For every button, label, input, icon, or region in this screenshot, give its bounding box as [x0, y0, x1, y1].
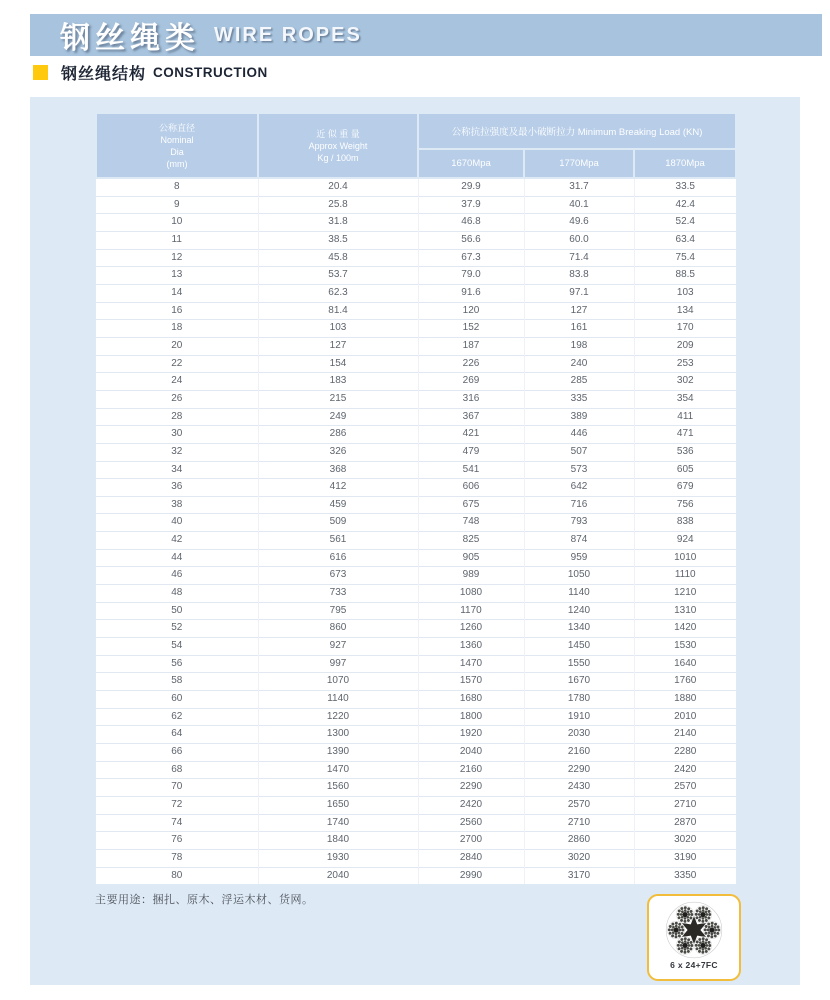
- table-cell: 536: [634, 443, 736, 461]
- table-cell: 8: [96, 178, 258, 196]
- table-cell: 152: [418, 320, 524, 338]
- table-cell: 3190: [634, 849, 736, 867]
- table-cell: 26: [96, 390, 258, 408]
- table-cell: 825: [418, 532, 524, 550]
- table-cell: 1570: [418, 673, 524, 691]
- table-cell: 127: [258, 337, 418, 355]
- table-row: [96, 849, 736, 867]
- table-row: [96, 337, 736, 355]
- table-cell: 2570: [634, 779, 736, 797]
- table-cell: 1110: [634, 567, 736, 585]
- table-cell: 367: [418, 408, 524, 426]
- table-cell: 2560: [418, 814, 524, 832]
- table-cell: 1910: [524, 708, 634, 726]
- table-cell: 2420: [634, 761, 736, 779]
- col-header-breaking-load-group: 公称抗拉强度及最小破断拉力 Minimum Breaking Load (KN): [418, 113, 736, 149]
- table-cell: 29.9: [418, 178, 524, 196]
- table-cell: 215: [258, 390, 418, 408]
- table-row: [96, 196, 736, 214]
- table-cell: 1650: [258, 796, 418, 814]
- table-cell: 838: [634, 514, 736, 532]
- table-cell: 860: [258, 620, 418, 638]
- rope-cross-section-box: [647, 894, 741, 981]
- table-cell: 989: [418, 567, 524, 585]
- table-cell: 2430: [524, 779, 634, 797]
- table-cell: 36: [96, 479, 258, 497]
- section-title-en: CONSTRUCTION: [153, 64, 268, 80]
- table-cell: 1780: [524, 691, 634, 709]
- table-cell: 70: [96, 779, 258, 797]
- table-cell: 103: [634, 284, 736, 302]
- table-row: [96, 514, 736, 532]
- table-row: [96, 655, 736, 673]
- table-cell: 2990: [418, 867, 524, 884]
- table-cell: 80: [96, 867, 258, 884]
- table-cell: 25.8: [258, 196, 418, 214]
- table-cell: 187: [418, 337, 524, 355]
- table-cell: 2840: [418, 849, 524, 867]
- table-cell: 22: [96, 355, 258, 373]
- table-cell: 253: [634, 355, 736, 373]
- table-cell: 2700: [418, 832, 524, 850]
- table-row: [96, 178, 736, 196]
- table-cell: 3170: [524, 867, 634, 884]
- table-row: [96, 761, 736, 779]
- table-cell: 31.7: [524, 178, 634, 196]
- table-cell: 161: [524, 320, 634, 338]
- table-cell: 67.3: [418, 249, 524, 267]
- table-cell: 62: [96, 708, 258, 726]
- table-cell: 56.6: [418, 231, 524, 249]
- col-header-grade-1770: 1770Mpa: [524, 149, 634, 178]
- table-cell: 1920: [418, 726, 524, 744]
- table-cell: 37.9: [418, 196, 524, 214]
- table-cell: 75.4: [634, 249, 736, 267]
- table-cell: 2030: [524, 726, 634, 744]
- header-line: 近 似 重 量: [316, 128, 360, 139]
- table-cell: 24: [96, 373, 258, 391]
- table-cell: 54: [96, 638, 258, 656]
- table-cell: 2860: [524, 832, 634, 850]
- table-cell: 756: [634, 496, 736, 514]
- table-cell: 927: [258, 638, 418, 656]
- table-cell: 302: [634, 373, 736, 391]
- table-cell: 2040: [258, 867, 418, 884]
- table-row: [96, 620, 736, 638]
- table-row: [96, 638, 736, 656]
- table-cell: 2570: [524, 796, 634, 814]
- table-cell: 1740: [258, 814, 418, 832]
- table-cell: 2280: [634, 744, 736, 762]
- rope-construction-label: 6 x 24+7FC: [670, 960, 718, 970]
- rope-cross-section-icon: [662, 898, 726, 962]
- table-cell: 716: [524, 496, 634, 514]
- table-cell: 97.1: [524, 284, 634, 302]
- table-cell: 76: [96, 832, 258, 850]
- table-cell: 78: [96, 849, 258, 867]
- table-cell: 46.8: [418, 214, 524, 232]
- table-cell: 30: [96, 426, 258, 444]
- table-row: [96, 390, 736, 408]
- table-cell: 1550: [524, 655, 634, 673]
- table-cell: 60: [96, 691, 258, 709]
- table-cell: 103: [258, 320, 418, 338]
- table-cell: 48: [96, 585, 258, 603]
- table-cell: 2710: [524, 814, 634, 832]
- table-cell: 45.8: [258, 249, 418, 267]
- col-header-grade-1670: 1670Mpa: [418, 149, 524, 178]
- table-cell: 1760: [634, 673, 736, 691]
- table-cell: 16: [96, 302, 258, 320]
- table-cell: 1880: [634, 691, 736, 709]
- table-cell: 561: [258, 532, 418, 550]
- table-cell: 20: [96, 337, 258, 355]
- table-cell: 40: [96, 514, 258, 532]
- table-cell: 83.8: [524, 267, 634, 285]
- table-cell: 60.0: [524, 231, 634, 249]
- table-cell: 74: [96, 814, 258, 832]
- table-row: [96, 708, 736, 726]
- table-cell: 91.6: [418, 284, 524, 302]
- yellow-bullet-icon: [33, 65, 48, 80]
- table-cell: 198: [524, 337, 634, 355]
- table-cell: 2290: [418, 779, 524, 797]
- table-cell: 79.0: [418, 267, 524, 285]
- table-cell: 793: [524, 514, 634, 532]
- table-cell: 2160: [418, 761, 524, 779]
- table-row: [96, 231, 736, 249]
- table-cell: 2420: [418, 796, 524, 814]
- table-cell: 2010: [634, 708, 736, 726]
- table-cell: 10: [96, 214, 258, 232]
- table-cell: 1140: [258, 691, 418, 709]
- table-row: [96, 567, 736, 585]
- table-cell: 1140: [524, 585, 634, 603]
- table-cell: 62.3: [258, 284, 418, 302]
- table-cell: 286: [258, 426, 418, 444]
- table-cell: 905: [418, 549, 524, 567]
- table-cell: 459: [258, 496, 418, 514]
- table-row: [96, 320, 736, 338]
- table-cell: 1310: [634, 602, 736, 620]
- table-cell: 874: [524, 532, 634, 550]
- table-cell: 733: [258, 585, 418, 603]
- table-cell: 40.1: [524, 196, 634, 214]
- table-cell: 507: [524, 443, 634, 461]
- table-cell: 49.6: [524, 214, 634, 232]
- table-cell: 959: [524, 549, 634, 567]
- table-cell: 541: [418, 461, 524, 479]
- table-cell: 72: [96, 796, 258, 814]
- table-cell: 642: [524, 479, 634, 497]
- table-cell: 46: [96, 567, 258, 585]
- table-cell: 28: [96, 408, 258, 426]
- table-row: [96, 532, 736, 550]
- table-cell: 154: [258, 355, 418, 373]
- table-cell: 316: [418, 390, 524, 408]
- section-title-zh: 钢丝绳结构: [61, 65, 147, 83]
- table-cell: 285: [524, 373, 634, 391]
- table-row: [96, 549, 736, 567]
- table-body: [96, 178, 736, 884]
- table-cell: 88.5: [634, 267, 736, 285]
- table-row: [96, 814, 736, 832]
- table-row: [96, 355, 736, 373]
- table-cell: 32: [96, 443, 258, 461]
- table-cell: 42: [96, 532, 258, 550]
- table-cell: 226: [418, 355, 524, 373]
- table-cell: 209: [634, 337, 736, 355]
- table-cell: 1010: [634, 549, 736, 567]
- table-cell: 421: [418, 426, 524, 444]
- table-cell: 1530: [634, 638, 736, 656]
- table-cell: 2040: [418, 744, 524, 762]
- table-cell: 1070: [258, 673, 418, 691]
- table-row: [96, 726, 736, 744]
- col-header-weight: [258, 113, 418, 178]
- table-cell: 1260: [418, 620, 524, 638]
- table-cell: 1640: [634, 655, 736, 673]
- header-line: 公称直径: [158, 122, 195, 133]
- table-cell: 31.8: [258, 214, 418, 232]
- table-cell: 18: [96, 320, 258, 338]
- table-cell: 997: [258, 655, 418, 673]
- table-cell: 1210: [634, 585, 736, 603]
- table-row: [96, 867, 736, 884]
- table-cell: 269: [418, 373, 524, 391]
- table-row: [96, 796, 736, 814]
- table-cell: 170: [634, 320, 736, 338]
- table-cell: 795: [258, 602, 418, 620]
- table-cell: 134: [634, 302, 736, 320]
- table-cell: 412: [258, 479, 418, 497]
- table-cell: 66: [96, 744, 258, 762]
- table-cell: 127: [524, 302, 634, 320]
- table-cell: 1360: [418, 638, 524, 656]
- table-cell: 53.7: [258, 267, 418, 285]
- table-cell: 12: [96, 249, 258, 267]
- table-cell: 183: [258, 373, 418, 391]
- table-row: [96, 214, 736, 232]
- table-cell: 748: [418, 514, 524, 532]
- table-row: [96, 691, 736, 709]
- content-panel: [30, 97, 800, 985]
- table-row: [96, 461, 736, 479]
- table-cell: 1300: [258, 726, 418, 744]
- table-cell: 389: [524, 408, 634, 426]
- table-row: [96, 267, 736, 285]
- table-row: [96, 496, 736, 514]
- table-cell: 2160: [524, 744, 634, 762]
- table-cell: 20.4: [258, 178, 418, 196]
- table-row: [96, 373, 736, 391]
- table-row: [96, 408, 736, 426]
- table-cell: 2290: [524, 761, 634, 779]
- table-cell: 1470: [418, 655, 524, 673]
- header-line: Kg / 100m: [317, 152, 359, 163]
- table-cell: 2140: [634, 726, 736, 744]
- table-cell: 354: [634, 390, 736, 408]
- table-cell: 673: [258, 567, 418, 585]
- table-cell: 1560: [258, 779, 418, 797]
- table-row: [96, 832, 736, 850]
- table-cell: 1240: [524, 602, 634, 620]
- table-cell: 1930: [258, 849, 418, 867]
- table-cell: 1080: [418, 585, 524, 603]
- table-cell: 411: [634, 408, 736, 426]
- table-cell: 924: [634, 532, 736, 550]
- table-cell: 68: [96, 761, 258, 779]
- table-cell: 446: [524, 426, 634, 444]
- table-cell: 1800: [418, 708, 524, 726]
- table-cell: 368: [258, 461, 418, 479]
- table-cell: 1050: [524, 567, 634, 585]
- table-cell: 679: [634, 479, 736, 497]
- table-cell: 1670: [524, 673, 634, 691]
- table-cell: 34: [96, 461, 258, 479]
- table-cell: 675: [418, 496, 524, 514]
- table-cell: 63.4: [634, 231, 736, 249]
- table-row: [96, 779, 736, 797]
- table-cell: 1450: [524, 638, 634, 656]
- table-cell: 1220: [258, 708, 418, 726]
- table-cell: 509: [258, 514, 418, 532]
- table-cell: 58: [96, 673, 258, 691]
- table-cell: 1170: [418, 602, 524, 620]
- table-cell: 326: [258, 443, 418, 461]
- table-cell: 1420: [634, 620, 736, 638]
- spec-table: [95, 112, 737, 884]
- table-cell: 64: [96, 726, 258, 744]
- table-row: [96, 249, 736, 267]
- header-line: (mm): [166, 158, 188, 169]
- header-line: Approx Weight: [308, 140, 368, 151]
- table-cell: 13: [96, 267, 258, 285]
- table-cell: 52.4: [634, 214, 736, 232]
- table-row: [96, 302, 736, 320]
- table-cell: 1390: [258, 744, 418, 762]
- table-cell: 1680: [418, 691, 524, 709]
- table-row: [96, 673, 736, 691]
- table-cell: 44: [96, 549, 258, 567]
- table-row: [96, 443, 736, 461]
- table-cell: 573: [524, 461, 634, 479]
- table-cell: 11: [96, 231, 258, 249]
- table-cell: 50: [96, 602, 258, 620]
- header-line: Nominal: [160, 134, 194, 145]
- header-line: Dia: [170, 146, 184, 157]
- table-cell: 3350: [634, 867, 736, 884]
- table-cell: 52: [96, 620, 258, 638]
- table-row: [96, 426, 736, 444]
- table-cell: 249: [258, 408, 418, 426]
- table-cell: 1340: [524, 620, 634, 638]
- table-row: [96, 284, 736, 302]
- table-cell: 3020: [524, 849, 634, 867]
- table-cell: 38.5: [258, 231, 418, 249]
- table-cell: 42.4: [634, 196, 736, 214]
- section-header: [33, 62, 268, 82]
- table-cell: 335: [524, 390, 634, 408]
- table-cell: 1840: [258, 832, 418, 850]
- table-cell: 606: [418, 479, 524, 497]
- table-cell: 38: [96, 496, 258, 514]
- banner-title-zh: 钢丝绳类: [60, 22, 200, 55]
- table-cell: 56: [96, 655, 258, 673]
- table-row: [96, 744, 736, 762]
- table-cell: 71.4: [524, 249, 634, 267]
- banner-title-en: WIRE ROPES: [214, 23, 362, 46]
- table-cell: 605: [634, 461, 736, 479]
- table-cell: 14: [96, 284, 258, 302]
- table-cell: 471: [634, 426, 736, 444]
- table-cell: 33.5: [634, 178, 736, 196]
- table-cell: 9: [96, 196, 258, 214]
- table-cell: 3020: [634, 832, 736, 850]
- table-cell: 2710: [634, 796, 736, 814]
- table-cell: 616: [258, 549, 418, 567]
- table-cell: 1470: [258, 761, 418, 779]
- table-cell: 120: [418, 302, 524, 320]
- table-cell: 479: [418, 443, 524, 461]
- table-cell: 240: [524, 355, 634, 373]
- table-cell: 81.4: [258, 302, 418, 320]
- table-row: [96, 479, 736, 497]
- table-row: [96, 602, 736, 620]
- page-banner: [30, 14, 822, 56]
- col-header-grade-1870: 1870Mpa: [634, 149, 736, 178]
- table-cell: 2870: [634, 814, 736, 832]
- col-header-diameter: [96, 113, 258, 178]
- table-row: [96, 585, 736, 603]
- usage-note: 主要用途：捆扎、原木、浮运木材、货网。: [95, 894, 314, 906]
